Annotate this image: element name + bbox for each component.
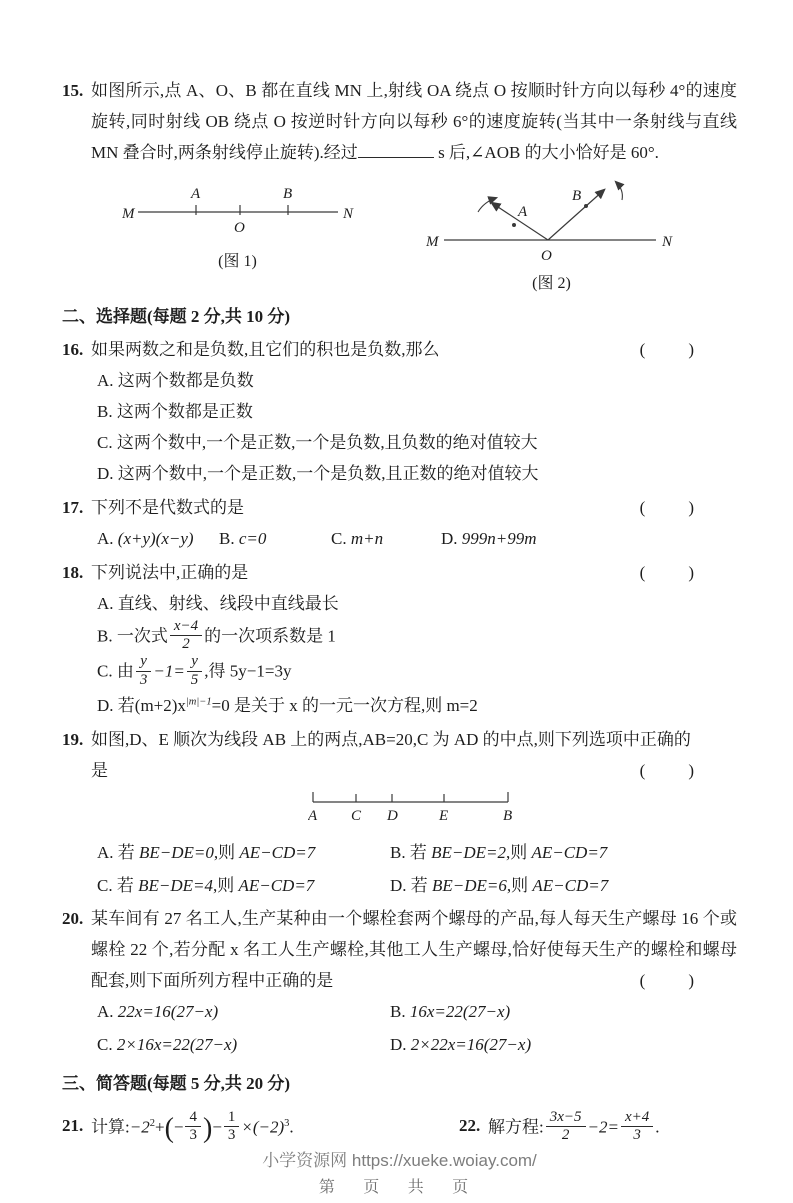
question-15	[62, 76, 737, 169]
option-d	[390, 1030, 737, 1061]
fraction-denominator: 3	[633, 1127, 641, 1143]
option-math: BE−DE=2	[431, 842, 506, 862]
question-18-number: 18.	[62, 562, 84, 582]
question-17	[62, 493, 737, 555]
point-label-M: M	[425, 233, 438, 250]
option-math: 2×16x=22(27−x)	[116, 1035, 238, 1055]
option-c	[97, 1030, 390, 1061]
math-term: −2	[129, 1117, 150, 1137]
math-operator: −	[173, 1117, 184, 1137]
point-label-N: N	[661, 233, 672, 250]
question-19-figure	[91, 789, 737, 836]
option-label: B.	[390, 1002, 406, 1022]
fraction-denominator: 3	[139, 671, 148, 688]
option-math: BE−DE=6	[432, 875, 507, 895]
option-label: D.	[441, 529, 458, 549]
question-20-stem-wrap	[91, 904, 737, 997]
figure-1	[122, 178, 354, 293]
option-math: BE−DE=4	[138, 875, 213, 895]
option-text: D. 若	[390, 875, 433, 895]
question-22-label: 解方程:	[488, 1117, 544, 1137]
option-label: B.	[219, 529, 235, 549]
footer-page-label: 第 页 共 页	[318, 1179, 481, 1197]
question-22-number: 22.	[459, 1115, 481, 1135]
question-16-options	[91, 366, 737, 490]
answer-blank	[358, 142, 434, 158]
fraction	[170, 618, 202, 654]
question-15-figures	[62, 178, 737, 293]
rotation-arrow-B	[616, 182, 622, 200]
option-c: C. 这两个数中,一个是正数,一个是负数,且负数的绝对值较大	[97, 433, 538, 453]
fraction	[224, 1109, 240, 1145]
point-label-B: B	[571, 187, 581, 204]
option-math: 22x=16(27−x)	[117, 1002, 219, 1022]
question-15-number: 15.	[62, 81, 84, 100]
fraction-numerator: y	[136, 653, 152, 671]
option-math: AE−CD=7	[531, 842, 608, 862]
fraction-numerator: 1	[224, 1109, 240, 1127]
option-label: A.	[97, 1002, 114, 1022]
question-19-number: 19.	[62, 729, 84, 749]
option-math: AE−CD=7	[239, 842, 316, 862]
section-2-title: 二、选择题(每题 2 分,共 10 分)	[62, 306, 291, 326]
fraction-denominator: 3	[189, 1127, 197, 1143]
option-text: C. 由	[97, 662, 134, 681]
fraction-denominator: 3	[227, 1127, 236, 1143]
math-operator: +	[154, 1117, 165, 1137]
option-b	[97, 617, 737, 656]
fraction-denominator: 2	[561, 1127, 570, 1143]
option-d: D. 这两个数中,一个是正数,一个是负数,且正数的绝对值较大	[97, 464, 539, 484]
option-math: AE−CD=7	[238, 875, 315, 895]
question-15-stem: 如图所示,点 A、O、B 都在直线 MN 上,射线 OA 绕点 O 按顺时针方向以每秒 4°的速度旋转,同时射线 OB 绕点 O 按逆时针方向以每秒 6°的速度旋转(当其中一条射线与直线 MN 叠合时,两条射线停止旋转).经过	[91, 81, 737, 162]
question-19-stem: 如图,D、E 顺次为线段 AB 上的两点,AB=20,C 为 AD 的中点,则下列选项中正确的	[91, 729, 691, 749]
question-20	[62, 904, 737, 1061]
option-c	[97, 871, 390, 902]
point-label-A: A	[517, 203, 527, 220]
option-a	[97, 997, 390, 1028]
fraction-denominator: 2	[182, 636, 190, 653]
question-18-stem: 下列说法中,正确的是	[91, 562, 249, 582]
option-text: A. 若	[97, 842, 140, 862]
option-text: =0 是关于 x 的一元一次方程,则 m=2	[211, 695, 478, 715]
exponent: 2	[149, 1117, 155, 1129]
option-b	[390, 997, 737, 1028]
option-text: 的一次项系数是 1	[204, 626, 336, 646]
option-c	[331, 524, 441, 555]
option-label: C.	[331, 529, 347, 549]
option-math: AE−CD=7	[532, 875, 609, 895]
fraction	[136, 653, 152, 689]
fraction-denominator: 5	[190, 671, 199, 688]
point-label-A: A	[190, 185, 200, 202]
fraction	[546, 1109, 586, 1145]
stem-text: 是	[91, 760, 108, 780]
point-label-A: A	[308, 807, 318, 824]
option-a	[97, 524, 219, 555]
point-label-C: C	[351, 807, 362, 824]
question-21-number: 21.	[62, 1115, 84, 1135]
fraction-numerator: 4	[185, 1109, 201, 1127]
option-d	[390, 871, 737, 902]
option-a: A. 这两个数都是负数	[97, 371, 254, 391]
option-d	[441, 524, 737, 555]
close-paren: )	[202, 1112, 213, 1144]
point-label-D: D	[387, 807, 398, 824]
option-text: D. 若(m+2)x	[97, 695, 186, 715]
option-text: ,则	[506, 875, 533, 895]
option-math: 2×22x=16(27−x)	[410, 1035, 532, 1055]
option-math: m+n	[350, 529, 384, 549]
figure-2	[426, 178, 678, 293]
exponent: 3	[284, 1117, 290, 1129]
question-16	[62, 335, 737, 490]
rotation-arrow-A	[478, 198, 496, 212]
question-17-stem: 下列不是代数式的是	[91, 498, 244, 518]
point-label-M: M	[121, 205, 134, 222]
question-18	[62, 558, 737, 722]
fraction-numerator: x−4	[170, 618, 202, 636]
answer-paren: ( )	[639, 562, 695, 582]
fraction-numerator: y	[187, 653, 203, 671]
point-label-N: N	[342, 205, 353, 222]
fraction	[621, 1109, 653, 1145]
question-20-stem: 某车间有 27 名工人,生产某种由一个螺栓套两个螺母的产品,每人每天生产螺母 16 个或螺栓 22 个,若分配 x 名工人生产螺栓,其他工人生产螺母,恰好使每天生产的螺栓和螺母配套,则下面所列方程中正确的是	[91, 909, 737, 991]
option-label: D.	[390, 1035, 407, 1055]
option-text: ,则	[213, 842, 240, 862]
option-math: 999n+99m	[461, 529, 537, 549]
question-16-number: 16.	[62, 340, 84, 360]
figure-1-caption: (图 1)	[218, 252, 257, 270]
answer-paren: ( )	[639, 340, 695, 360]
question-20-options	[97, 997, 737, 1061]
option-math: c=0	[238, 529, 267, 549]
point-A-dot	[512, 223, 516, 227]
question-20-number: 20.	[62, 909, 84, 929]
figure-2-drawing	[426, 178, 678, 264]
option-b	[219, 524, 331, 555]
fraction-numerator: 3x−5	[546, 1109, 586, 1127]
option-math: (x+y)(x−y)	[117, 529, 194, 549]
option-text: ,则	[505, 842, 532, 862]
answer-paren: ( )	[639, 760, 695, 780]
row-q21-q22	[62, 1108, 737, 1147]
answer-paren: ( )	[639, 971, 695, 991]
question-19-options	[97, 838, 737, 902]
point-B-dot	[584, 204, 588, 208]
math-operator: −2=	[587, 1117, 619, 1137]
page-footer	[62, 1146, 737, 1203]
option-text: B. 若	[390, 842, 432, 862]
point-label-B: B	[282, 185, 292, 202]
option-c	[97, 655, 737, 691]
question-17-number: 17.	[62, 498, 84, 518]
option-text: C. 若	[97, 875, 139, 895]
option-label: C.	[97, 1035, 113, 1055]
point-label-B: B	[503, 807, 513, 824]
option-b	[390, 838, 737, 869]
punctuation: .	[289, 1117, 294, 1137]
point-label-O: O	[233, 219, 245, 236]
option-math: −1=	[153, 662, 185, 681]
option-math: BE−DE=0	[139, 842, 214, 862]
option-text: ,得 5y−1=3y	[204, 662, 292, 681]
option-math: 16x=22(27−x)	[409, 1002, 511, 1022]
question-21-label: 计算:	[91, 1117, 130, 1137]
question-21	[62, 1108, 459, 1147]
figure-2-caption: (图 2)	[532, 274, 571, 292]
question-18-options	[91, 589, 737, 722]
option-b: B. 这两个数都是正数	[97, 402, 253, 422]
math-operator: −	[212, 1117, 222, 1137]
fraction	[185, 1109, 201, 1145]
point-label-E: E	[439, 807, 449, 824]
option-a: A. 直线、射线、线段中直线最长	[97, 593, 339, 613]
figure-1-drawing	[122, 178, 354, 242]
section-3-title: 三、简答题(每题 5 分,共 20 分)	[62, 1074, 291, 1094]
question-17-options	[97, 524, 737, 555]
footer-site-link: 小学资源网 https://xueke.woiay.com/	[262, 1151, 537, 1171]
exponent: |m|−1	[185, 696, 212, 708]
punctuation: .	[655, 1117, 660, 1137]
question-15-stem-end: s 后,∠AOB 的大小恰好是 60°.	[433, 142, 659, 162]
math-term: ×(−2)	[241, 1117, 285, 1137]
segment-drawing	[308, 789, 520, 825]
option-text: ,则	[212, 875, 239, 895]
answer-paren: ( )	[639, 498, 695, 518]
question-19	[62, 725, 737, 902]
question-16-stem: 如果两数之和是负数,且它们的积也是负数,那么	[91, 340, 440, 360]
question-19-stem-line2	[91, 756, 737, 787]
open-paren: (	[164, 1112, 174, 1144]
option-d	[97, 691, 737, 722]
option-text: B. 一次式	[97, 626, 168, 646]
option-label: A.	[97, 529, 114, 549]
option-a	[97, 838, 390, 869]
fraction-numerator: x+4	[621, 1109, 653, 1127]
fraction	[187, 653, 203, 689]
point-label-O: O	[540, 247, 552, 264]
question-22	[459, 1108, 737, 1147]
